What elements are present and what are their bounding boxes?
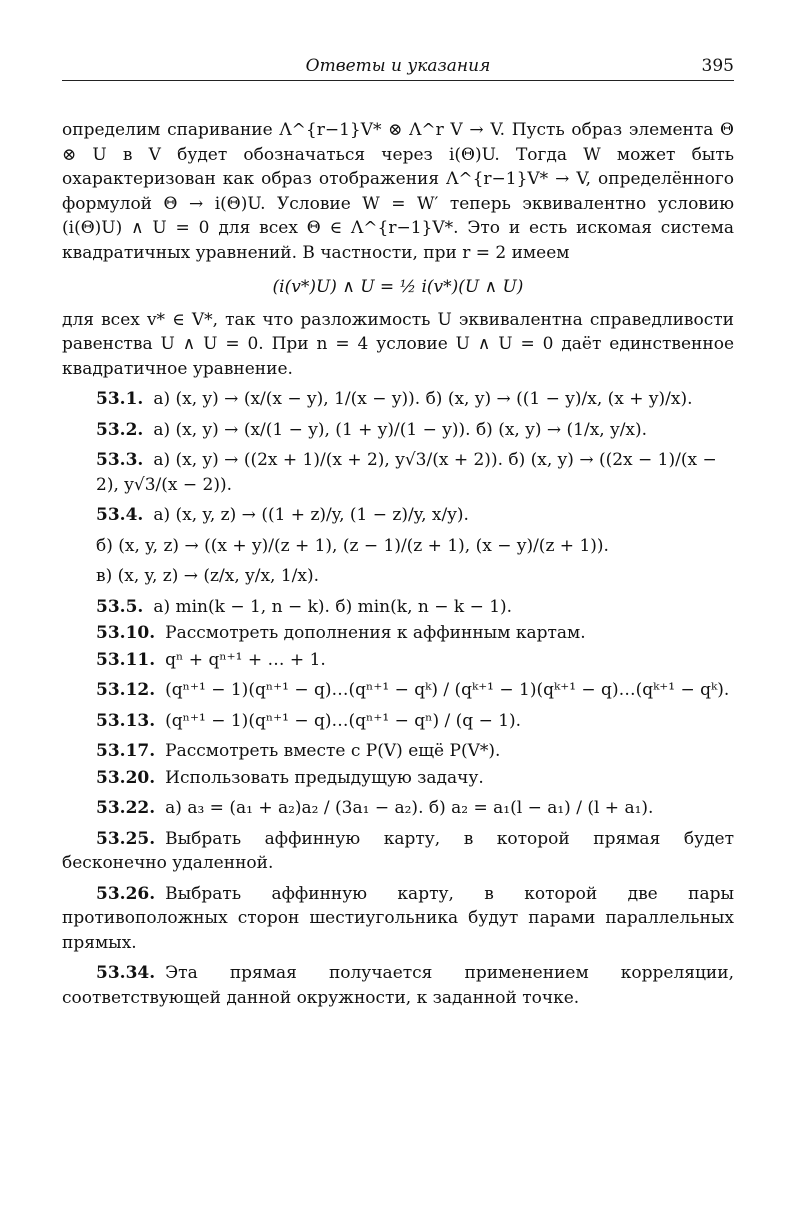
answer-text: а) (x, y) → ((2x + 1)/(x + 2), y√3/(x + 2)). б) (x, y) → ((2x − 1)/(x − 2), y√3/(x − 2)). <box>96 450 717 495</box>
answer-item <box>62 709 734 734</box>
answer-number: 53.10. <box>96 623 156 643</box>
answer-number: 53.3. <box>96 450 144 470</box>
answer-number: 53.11. <box>96 649 156 670</box>
answer-item <box>62 678 734 703</box>
answer-subitem <box>62 534 734 559</box>
answer-number: 53.12. <box>96 680 156 700</box>
answer-text: а) (x, y) → (x/(1 − y), (1 + y)/(1 − y)). б) (x, y) → (1/x, y/x). <box>153 419 648 440</box>
intro-paragraph: определим спаривание Λ^{r−1}V* ⊗ Λ^r V → V. Пусть образ элемента Θ ⊗ U в V будет обозначаться через i(Θ)U. Тогда W может быть охарактеризован как образ отображения Λ^{r−1}V* → V, определённого формулой Θ → i(Θ)U. Условие W = W′ теперь эквивалентно условию (i(Θ)U) ∧ U = 0 для всех Θ ∈ Λ^{r−1}V*. Это и есть искомая система квадратичных уравнений. В частности, при r = 2 имеем <box>62 120 734 263</box>
answer-number: 53.5. <box>96 596 144 617</box>
answer-item <box>62 503 734 528</box>
answer-subitem <box>62 564 734 589</box>
answer-text: а) a₃ = (a₁ + a₂)a₂ / (3a₁ − a₂). б) a₂ = a₁(l − a₁) / (l + a₁). <box>165 798 654 818</box>
answer-number: 53.17. <box>96 741 156 761</box>
answer-text: Выбрать аффинную карту, в которой две пары противоположных сторон шестиугольника будут парами параллельных прямых. <box>62 883 734 953</box>
answer-text: Рассмотреть дополнения к аффинным картам. <box>165 623 586 643</box>
display-equation: (i(v*)U) ∧ U = ½ i(v*)(U ∧ U) <box>272 277 524 297</box>
intro-paragraph-2: для всех v* ∈ V*, так что разложимость U эквивалентна справедливости равенства U ∧ U = 0. При n = 4 условие U ∧ U = 0 даёт единственное квадратичное уравнение. <box>62 309 734 379</box>
answer-item <box>62 648 734 673</box>
answer-item <box>62 739 734 764</box>
answer-number: 53.13. <box>96 710 156 731</box>
page-number: 395 <box>701 56 734 76</box>
page-body <box>62 118 734 1010</box>
answer-item <box>62 882 734 956</box>
answer-text: Использовать предыдущую задачу. <box>165 767 484 788</box>
answer-number: 53.1. <box>96 389 144 409</box>
answer-text: а) (x, y) → (x/(x − y), 1/(x − y)). б) (x, y) → ((1 − y)/x, (x + y)/x). <box>153 389 693 409</box>
answer-number: 53.25. <box>96 828 156 849</box>
answer-number: 53.34. <box>96 963 156 983</box>
answer-item <box>62 796 734 821</box>
answer-text: Эта прямая получается применением корреляции, соответствующей данной окружности, к заданной точке. <box>62 963 734 1008</box>
answer-text: б) (x, y, z) → ((x + y)/(z + 1), (z − 1)/(z + 1), (x − y)/(z + 1)). <box>96 535 609 556</box>
running-title: Ответы и указания <box>305 56 491 76</box>
answer-text: Рассмотреть вместе с P(V) ещё P(V*). <box>165 741 501 761</box>
answer-item <box>62 387 734 412</box>
answer-item <box>62 766 734 791</box>
answer-item <box>62 448 734 497</box>
page-header <box>62 54 734 81</box>
answer-text: (qⁿ⁺¹ − 1)(qⁿ⁺¹ − q)…(qⁿ⁺¹ − qᵏ) / (qᵏ⁺¹ − 1)(qᵏ⁺¹ − q)…(qᵏ⁺¹ − qᵏ). <box>165 680 730 700</box>
answer-item <box>62 595 734 620</box>
answer-item <box>62 621 734 646</box>
answer-item <box>62 418 734 443</box>
answer-number: 53.2. <box>96 419 144 440</box>
answer-number: 53.20. <box>96 767 156 788</box>
answer-text: Выбрать аффинную карту, в которой прямая будет бесконечно удаленной. <box>62 828 734 873</box>
answer-text: а) min(k − 1, n − k). б) min(k, n − k − 1). <box>153 596 513 617</box>
answer-text: (qⁿ⁺¹ − 1)(qⁿ⁺¹ − q)…(qⁿ⁺¹ − qⁿ) / (q − 1). <box>165 710 522 731</box>
answer-number: 53.22. <box>96 798 156 818</box>
answer-number: 53.26. <box>96 883 156 904</box>
answer-text: qⁿ + qⁿ⁺¹ + … + 1. <box>165 649 326 670</box>
answer-item <box>62 961 734 1010</box>
answer-number: 53.4. <box>96 505 144 525</box>
answer-item <box>62 827 734 876</box>
answer-text: в) (x, y, z) → (z/x, y/x, 1/x). <box>96 566 320 586</box>
answer-text: а) (x, y, z) → ((1 + z)/y, (1 − z)/y, x/y). <box>153 505 469 525</box>
